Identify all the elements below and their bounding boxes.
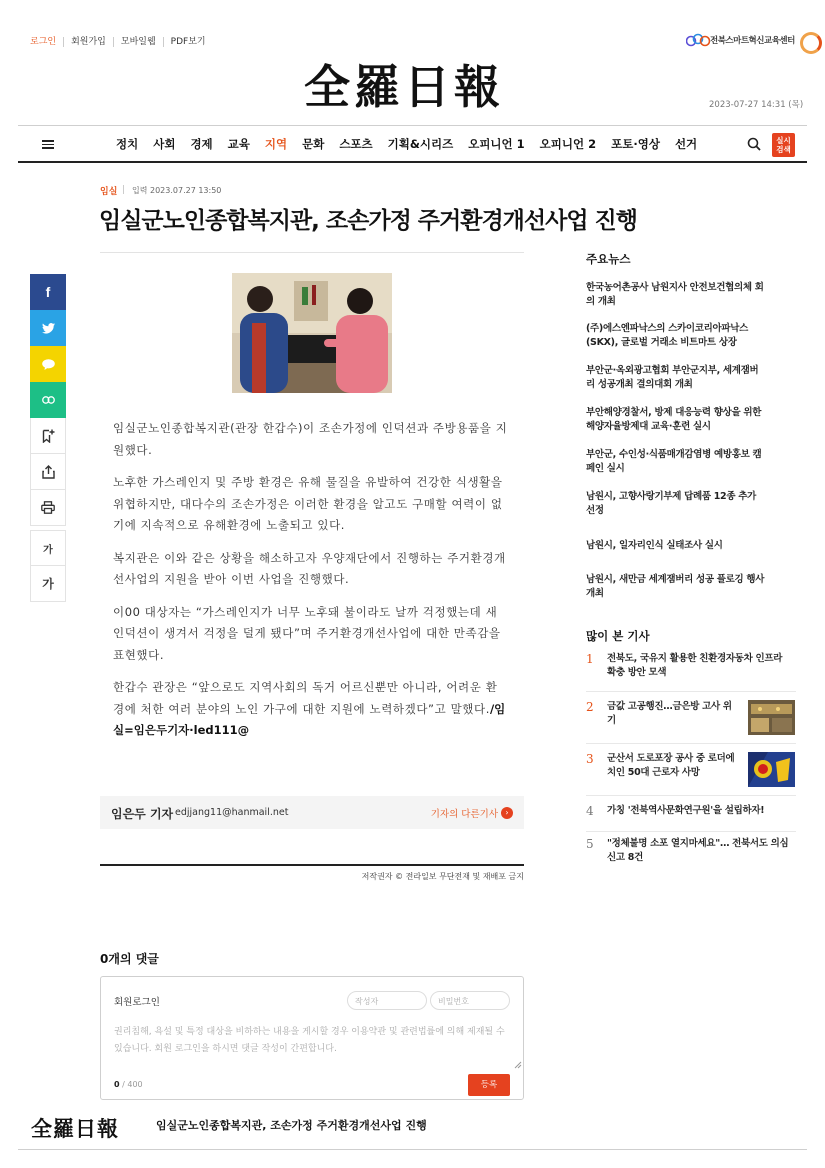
login-link[interactable]: 로그인 [30, 37, 64, 47]
realtime-search-button[interactable] [772, 133, 795, 157]
sponsor-logo-icon [686, 33, 710, 47]
copyright-notice: 저작권자 © 전라일보 무단전재 및 재배포 금지 [361, 872, 524, 881]
article-paragraph: 복지관은 이와 같은 상황을 해소하고자 우양재단에서 진행하는 주거환경개선사업의 지원을 받아 이번 사업을 진행했다. [113, 550, 506, 586]
facebook-icon: f [45, 284, 51, 300]
char-max: / 400 [122, 1080, 143, 1089]
popular-item[interactable] [586, 652, 796, 692]
article-title: 임실군노인종합복지관, 조손가정 주거환경개선사업 진행 [99, 208, 637, 234]
utility-links [30, 37, 213, 47]
author-name-field[interactable]: 작성자 [347, 991, 427, 1010]
divider [100, 252, 524, 253]
signup-link[interactable]: 회원가입 [64, 37, 114, 47]
char-count: 0 [114, 1080, 120, 1089]
popular-rank: 3 [586, 752, 594, 766]
nav-item[interactable]: 스포츠 [339, 137, 373, 151]
nav-item[interactable]: 오피니언 2 [539, 137, 597, 151]
print-button[interactable] [30, 490, 66, 526]
popular-headline: 가칭 '전북역사문화연구원'을 설립하자! [607, 805, 765, 816]
article-body [113, 418, 509, 753]
pdf-link[interactable]: PDF보기 [170, 37, 206, 47]
speech-bubble-icon [42, 359, 55, 370]
bookmark-button[interactable] [30, 418, 66, 454]
author-more-label: 기자의 다른기사 [430, 809, 498, 820]
site-logo[interactable]: 全羅日報 [304, 60, 504, 114]
mobile-web-link[interactable]: 모바일웹 [114, 37, 164, 47]
twitter-share-button[interactable] [30, 310, 66, 346]
twitter-icon [42, 323, 55, 334]
article-paragraph: 이00 대상자는 “가스레인지가 너무 노후돼 불이라도 날까 걱정했는데 새 인덕션이 생겨서 걱정을 덜게 됐다”며 주거환경개선사업에 대한 만족감을 표현했다. [113, 604, 501, 662]
share-sidebar [30, 274, 66, 602]
kakao-share-button[interactable] [30, 346, 66, 382]
popular-rank: 5 [586, 837, 594, 851]
article-paragraph [113, 677, 509, 742]
realtime-search-label: 실시 [776, 136, 791, 145]
comment-form [100, 976, 524, 1100]
reporter-signature: /임실=임은두기자·led111@ [113, 701, 506, 737]
comment-count: 0개의 댓글 [100, 952, 159, 966]
popular-item[interactable] [586, 804, 796, 832]
author-box [100, 796, 524, 829]
popular-item[interactable] [586, 837, 796, 867]
main-news-item[interactable]: 부안해양경찰서, 방제 대응능력 향상을 위한 해양자율방제대 교육·훈련 실시 [586, 407, 762, 432]
sponsor-ring-icon [800, 32, 822, 54]
member-login-link[interactable]: 회원로그인 [114, 997, 160, 1008]
nav-item[interactable]: 사회 [153, 137, 176, 151]
link-icon [42, 396, 55, 404]
font-size-decrease-button[interactable]: 가 [30, 530, 66, 566]
nav-item[interactable]: 지역 [264, 137, 288, 151]
nav-item[interactable]: 선거 [674, 137, 698, 151]
sponsor-banner[interactable] [686, 33, 795, 47]
article-photo [232, 273, 392, 393]
resize-handle-icon[interactable] [514, 1061, 522, 1069]
section-label[interactable]: 임실 [100, 187, 118, 197]
site-logo-small[interactable]: 全羅日報 [31, 1116, 119, 1141]
divider [100, 864, 524, 866]
realtime-search-label: 검색 [776, 145, 791, 154]
divider [123, 185, 124, 194]
popular-rank: 2 [586, 700, 594, 714]
main-news-item[interactable]: 한국농어촌공사 남원지사 안전보건협의체 회의 개최 [586, 282, 764, 307]
bookmark-add-icon [42, 429, 55, 443]
main-news-title: 주요뉴스 [586, 252, 631, 266]
popular-headline: 군산서 도로포장 공사 중 로더에 치인 50대 근로자 사망 [607, 753, 735, 778]
nav-item[interactable]: 교육 [227, 137, 250, 151]
article-paragraph-text: 한갑수 관장은 “앞으로도 지역사회의 독거 어르신뿐만 아니라, 어려운 환경에 처한 여러 분야의 노인 가구에 대한 지원에 노력하겠다”고 말했다. [113, 680, 498, 716]
main-news-item[interactable]: (주)에스엔파낙스의 스카이코리아파낙스(SKX), 글로벌 거래소 비트마트 상장 [586, 323, 749, 348]
copy-link-button[interactable] [30, 382, 66, 418]
popular-rank: 4 [586, 804, 594, 818]
main-news-item[interactable]: 남원시, 고향사랑기부제 답례품 12종 추가 선정 [586, 491, 756, 516]
search-icon[interactable] [747, 137, 761, 151]
popular-thumbnail [748, 752, 795, 787]
popular-item[interactable] [586, 700, 796, 744]
nav-item[interactable]: 기획&시리즈 [387, 137, 454, 151]
popular-headline: 전북도, 국유지 활용한 친환경자동차 인프라 확충 방안 모색 [607, 653, 783, 678]
sponsor-label: 전북스마트혁신교육센터 [710, 36, 795, 46]
popular-title: 많이 본 기사 [586, 629, 650, 643]
main-news-item[interactable]: 남원시, 일자리인식 실태조사 실시 [586, 540, 723, 551]
popular-rank: 1 [586, 652, 594, 666]
nav-item[interactable]: 정치 [116, 137, 139, 151]
popular-item[interactable] [586, 752, 796, 796]
main-nav [18, 125, 807, 163]
font-size-increase-button[interactable]: 가 [30, 566, 66, 602]
current-datetime: 2023-07-27 14:31 (목) [709, 100, 804, 110]
char-counter [114, 1080, 143, 1089]
article-paragraph: 노후한 가스레인지 및 주방 환경은 유해 물질을 유발하여 건강한 식생활을 위협하지만, 대다수의 조손가정은 이러한 환경을 알고도 구매할 여력이 없기에 지속적으로 유해환경에 노출되고 있다. [113, 475, 503, 532]
article-paragraph: 임실군노인종합복지관(관장 한갑수)이 조손가정에 인덕션과 주방용품을 지원했다. [113, 421, 508, 457]
chevron-right-icon: › [501, 807, 513, 819]
nav-item[interactable]: 경제 [190, 137, 213, 151]
main-news-item[interactable]: 남원시, 새만금 세계잼버리 성공 플로깅 행사 개최 [586, 574, 765, 599]
password-field[interactable]: 비밀번호 [430, 991, 510, 1010]
article-input-time: 입력 2023.07.27 13:50 [132, 186, 222, 195]
nav-item[interactable]: 문화 [302, 137, 325, 151]
menu-icon[interactable] [42, 140, 54, 149]
share-icon [42, 465, 55, 479]
popular-headline: "정체불명 소포 열지마세요"… 전북서도 의심신고 8건 [607, 838, 789, 863]
popular-headline: 금값 고공행진…금은방 고사 위기 [607, 701, 732, 726]
nav-item[interactable]: 오피니언 1 [468, 137, 525, 151]
popular-thumbnail [748, 700, 795, 735]
main-news-item[interactable]: 부안군·옥외광고협회 부안군지부, 세계잼버리 성공개최 결의대회 개최 [586, 365, 759, 390]
author-other-articles-link[interactable] [431, 806, 513, 820]
submit-comment-button[interactable]: 등록 [468, 1074, 510, 1096]
sticky-title-bar [18, 1107, 807, 1150]
main-news-item[interactable]: 부안군, 수인성·식품매개감염병 예방홍보 캠페인 실시 [586, 449, 762, 474]
sticky-article-title: 임실군노인종합복지관, 조손가정 주거환경개선사업 진행 [156, 1119, 427, 1132]
share-button[interactable] [30, 454, 66, 490]
facebook-share-button[interactable] [30, 274, 66, 310]
author-name: 임은두 기자 [111, 807, 174, 821]
comment-textarea[interactable]: 권리침해, 욕설 및 특정 대상을 비하하는 내용을 게시할 경우 이용약관 및 관련법률에 의해 제재될 수 있습니다. 회원 로그인을 하시면 댓글 작성이 간편합니다. [114, 1027, 505, 1054]
nav-items [116, 126, 712, 162]
author-email[interactable]: edjjang11@hanmail.net [175, 807, 289, 818]
print-icon [41, 501, 55, 514]
nav-item[interactable]: 포토·영상 [611, 137, 660, 151]
